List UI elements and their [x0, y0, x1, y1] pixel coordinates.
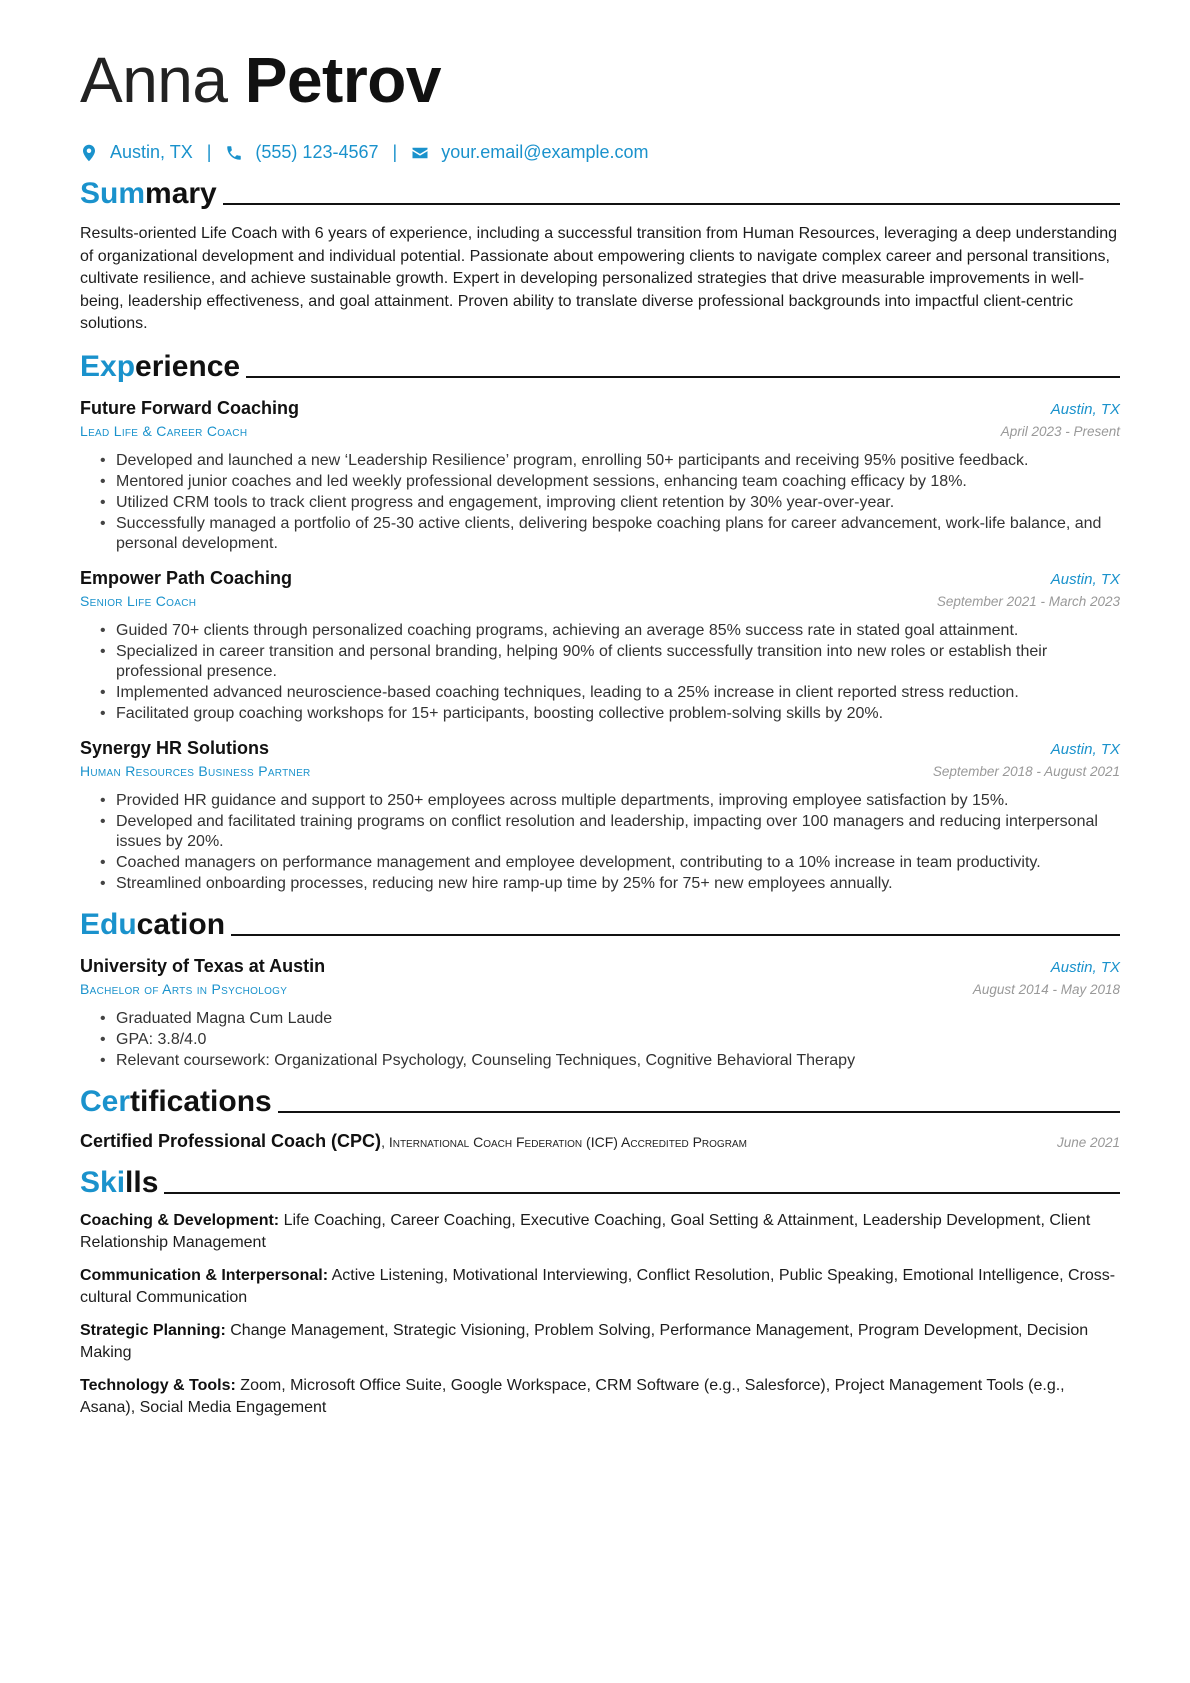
section-rule: [223, 203, 1120, 205]
job-location: Austin, TX: [1050, 740, 1120, 758]
company-name: Future Forward Coaching: [80, 397, 300, 418]
list-item: • Implemented advanced neuroscience-based coaching techniques, leading to a 25% increase in client reported stress reduction.: [116, 683, 1120, 703]
skill-group: [80, 1320, 1120, 1365]
list-item: • Streamlined onboarding processes, reducing new hire ramp-up time by 25% for 75+ new employees annually.: [116, 874, 1120, 894]
certification-entry: [80, 1131, 1120, 1152]
list-item: • Developed and launched a new ‘Leadership Resilience’ program, enrolling 50+ participants and receiving 95% positive feedback.: [116, 451, 1120, 471]
envelope-icon: [411, 144, 429, 162]
contact-bar: [80, 142, 1120, 163]
first-name: Anna: [80, 44, 228, 116]
section-header-education: [80, 908, 1120, 942]
skill-list: Life Coaching, Career Coaching, Executive Coaching, Goal Setting & Attainment, Leadership Development, Client Relationship Management: [80, 1211, 1091, 1251]
skill-category: Communication & Interpersonal:: [80, 1266, 329, 1284]
skill-list: Active Listening, Motivational Interviewing, Conflict Resolution, Public Speaking, Emotional Intelligence, Cross-cultural Communication: [80, 1266, 1116, 1306]
list-item: • Relevant coursework: Organizational Psychology, Counseling Techniques, Cognitive Behavioral Therapy: [116, 1051, 1120, 1071]
section-rule: [164, 1192, 1120, 1194]
summary-text: Results-oriented Life Coach with 6 years of experience, including a successful transition from Human Resources, leveraging a deep understanding of organizational development and individual potential. Passionate about empowering clients to navigate complex career and personal transitions, cultivate resilience, and achieve sustainable growth. Expert in developing personalized strategies that drive measurable improvements in well-being, leadership effectiveness, and goal attainment. Proven ability to translate diverse professional backgrounds into impactful client-centric solutions.: [80, 225, 1118, 332]
section-header-certifications: [80, 1085, 1120, 1119]
certification-date: June 2021: [1056, 1134, 1120, 1150]
job-title: Human Resources Business Partner: [80, 762, 311, 779]
education-entry: [80, 956, 1120, 1071]
school-location: Austin, TX: [1050, 958, 1120, 976]
list-item: • Successfully managed a portfolio of 25-30 active clients, delivering bespoke coaching plans for career advancement, work-life balance, and personal development.: [116, 514, 1120, 554]
job-bullets: [80, 451, 1120, 554]
contact-phone[interactable]: [225, 142, 378, 163]
degree: Bachelor of Arts in Psychology: [80, 980, 288, 997]
company-name: Empower Path Coaching: [80, 567, 293, 588]
contact-location: [80, 142, 193, 163]
education-dates: August 2014 - May 2018: [972, 981, 1120, 997]
job-location: Austin, TX: [1050, 570, 1120, 588]
section-rule: [278, 1111, 1120, 1113]
experience-entry: [80, 398, 1120, 554]
skill-category: Strategic Planning:: [80, 1321, 226, 1339]
education-bullets: [80, 1009, 1120, 1071]
section-title: Experience: [80, 349, 241, 383]
list-item: • Guided 70+ clients through personalized coaching programs, achieving an average 85% success rate in stated goal attainment.: [116, 621, 1120, 641]
section-header-skills: [80, 1166, 1120, 1200]
section-title: Education: [80, 907, 226, 941]
candidate-name: [80, 44, 1120, 116]
list-item: • GPA: 3.8/4.0: [116, 1030, 1120, 1050]
section-header-summary: [80, 177, 1120, 211]
company-name: Synergy HR Solutions: [80, 737, 270, 758]
experience-entry: [80, 738, 1120, 894]
list-item: • Mentored junior coaches and led weekly professional development sessions, enhancing team coaching efficacy by 18%.: [116, 472, 1120, 492]
skill-group: [80, 1265, 1120, 1310]
map-pin-icon: [80, 144, 98, 162]
section-title: Skills: [80, 1165, 159, 1199]
job-dates: September 2021 - March 2023: [936, 593, 1120, 609]
skill-list: Change Management, Strategic Visioning, Problem Solving, Performance Management, Program Development, Decision Making: [80, 1321, 1089, 1361]
email-link[interactable]: your.email@example.com: [441, 142, 649, 162]
section-rule: [231, 934, 1120, 936]
job-dates: September 2018 - August 2021: [932, 763, 1120, 779]
skill-group: [80, 1210, 1120, 1255]
skill-list: Zoom, Microsoft Office Suite, Google Workspace, CRM Software (e.g., Salesforce), Project Management Tools (e.g., Asana), Social Media Engagement: [80, 1376, 1065, 1416]
phone-text: (555) 123-4567: [255, 142, 379, 162]
certification-org: , International Coach Federation (ICF) Accredited Program: [381, 1133, 747, 1150]
list-item: • Facilitated group coaching workshops for 15+ participants, boosting collective problem-solving skills by 20%.: [116, 704, 1120, 724]
section-rule: [246, 376, 1120, 378]
job-title: Senior Life Coach: [80, 592, 197, 609]
job-title: Lead Life & Career Coach: [80, 422, 248, 439]
skill-category: Coaching & Development:: [80, 1211, 280, 1229]
job-location: Austin, TX: [1050, 400, 1120, 418]
location-text: Austin, TX: [110, 142, 193, 162]
skill-group: [80, 1375, 1120, 1420]
job-bullets: [80, 791, 1120, 894]
list-item: • Specialized in career transition and personal branding, helping 90% of clients successfully transition into new roles or establish their professional presence.: [116, 642, 1120, 682]
experience-entry: [80, 568, 1120, 724]
list-item: • Developed and facilitated training programs on conflict resolution and leadership, impacting over 100 managers and reducing interpersonal issues by 20%.: [116, 812, 1120, 852]
contact-separator: |: [392, 142, 398, 162]
contact-email[interactable]: [411, 142, 648, 163]
section-title: Certifications: [80, 1084, 272, 1118]
last-name: Petrov: [244, 44, 441, 116]
section-title: Summary: [80, 177, 217, 210]
section-header-experience: [80, 350, 1120, 384]
school-name: University of Texas at Austin: [80, 955, 326, 976]
phone-icon: [225, 144, 243, 162]
job-bullets: [80, 621, 1120, 724]
list-item: • Coached managers on performance management and employee development, contributing to a 10% increase in team productivity.: [116, 853, 1120, 873]
contact-separator: |: [206, 142, 212, 162]
certification-name: Certified Professional Coach (CPC): [80, 1130, 382, 1151]
skill-category: Technology & Tools:: [80, 1376, 236, 1394]
list-item: • Graduated Magna Cum Laude: [116, 1009, 1120, 1029]
job-dates: April 2023 - Present: [1000, 423, 1120, 439]
list-item: • Provided HR guidance and support to 250+ employees across multiple departments, improving employee satisfaction by 15%.: [116, 791, 1120, 811]
list-item: • Utilized CRM tools to track client progress and engagement, improving client retention by 30% year-over-year.: [116, 493, 1120, 513]
